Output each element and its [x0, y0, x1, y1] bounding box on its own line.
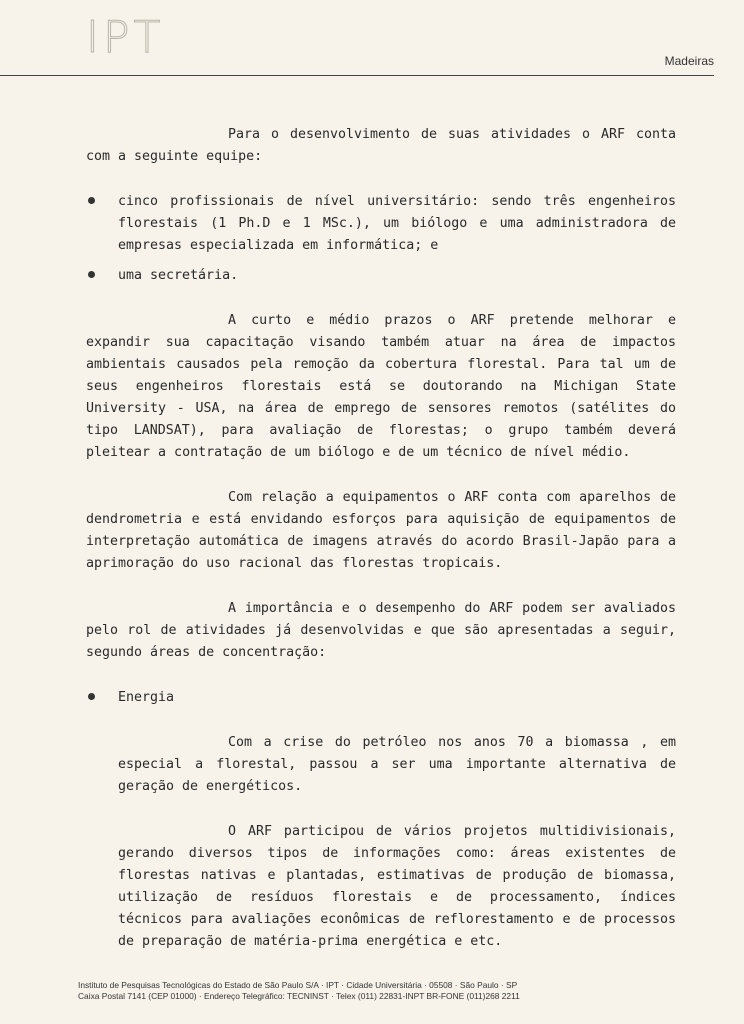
section-energia — [86, 687, 676, 709]
paragraph-oil-crisis: Com a crise do petróleo nos anos 70 a biomassa , em especial a florestal, passou a ser uma importante alternativa de geração de energéticos. — [118, 735, 676, 794]
bullet-icon — [88, 197, 95, 204]
footer-contact: Caixa Postal 7141 (CEP 01000) · Endereço Telegráfico: TECNINST · Telex (011) 22831-INPT BR-FONE (011)268 2211 — [78, 991, 520, 1001]
document-body — [86, 124, 676, 953]
bullet-icon — [88, 271, 95, 278]
paragraph-projects: O ARF participou de vários projetos multidivisionais, gerando diversos tipos de informações como: áreas existentes de florestas nativas e plantadas, estimativas de produção de biomassa, utilização de resíduos florestais e de processamento, índices técnicos para avaliações econômicas de reflorestamento e de processos de preparação de matéria-prima energética e etc. — [118, 824, 676, 949]
paragraph-importance: A importância e o desempenho do ARF podem ser avaliados pelo rol de atividades já desenvolvidas e que são apresentadas a seguir, segundo áreas de concentração: — [86, 601, 676, 660]
bullet-text: cinco profissionais de nível universitário: sendo três engenheiros florestais (1 Ph.D e 1 MSc.), um biólogo e uma administradora de empresas especializada em informática; e — [118, 194, 676, 253]
paragraph-equipment: Com relação a equipamentos o ARF conta com aparelhos de dendrometria e está envidando esforços para aquisição de equipamentos de interpretação automática de imagens através do acordo Brasil-Japão para a aprimoração do uso racional das florestas tropicais. — [86, 490, 676, 571]
footer — [78, 980, 598, 1002]
list-item — [86, 265, 676, 287]
department-label: Madeiras — [664, 54, 714, 68]
footer-address: Instituto de Pesquisas Tecnológicas do Estado de São Paulo S/A · IPT · Cidade Universitária · 05508 · São Paulo · SP — [78, 980, 518, 990]
list-item — [86, 191, 676, 257]
header-rule — [0, 75, 714, 76]
section-heading: Energia — [118, 690, 175, 705]
paragraph-team-intro: Para o desenvolvimento de suas atividades o ARF conta com a seguinte equipe: — [86, 127, 676, 164]
ipt-logo: IPT — [86, 12, 165, 63]
bullet-text: uma secretária. — [118, 268, 239, 283]
paragraph-plans: A curto e médio prazos o ARF pretende melhorar e expandir sua capacitação visando também atuar na área de impactos ambientais causados pela remoção da cobertura florestal. Para tal um de seus engenheiros florestais está se doutorando na Michigan State University - USA, na área de emprego de sensores remotos (satélites do tipo LANDSAT), para avaliação de florestas; o grupo também deverá pleitear a contratação de um biólogo e de um técnico de nível médio. — [86, 313, 676, 460]
bullet-icon — [88, 693, 95, 700]
